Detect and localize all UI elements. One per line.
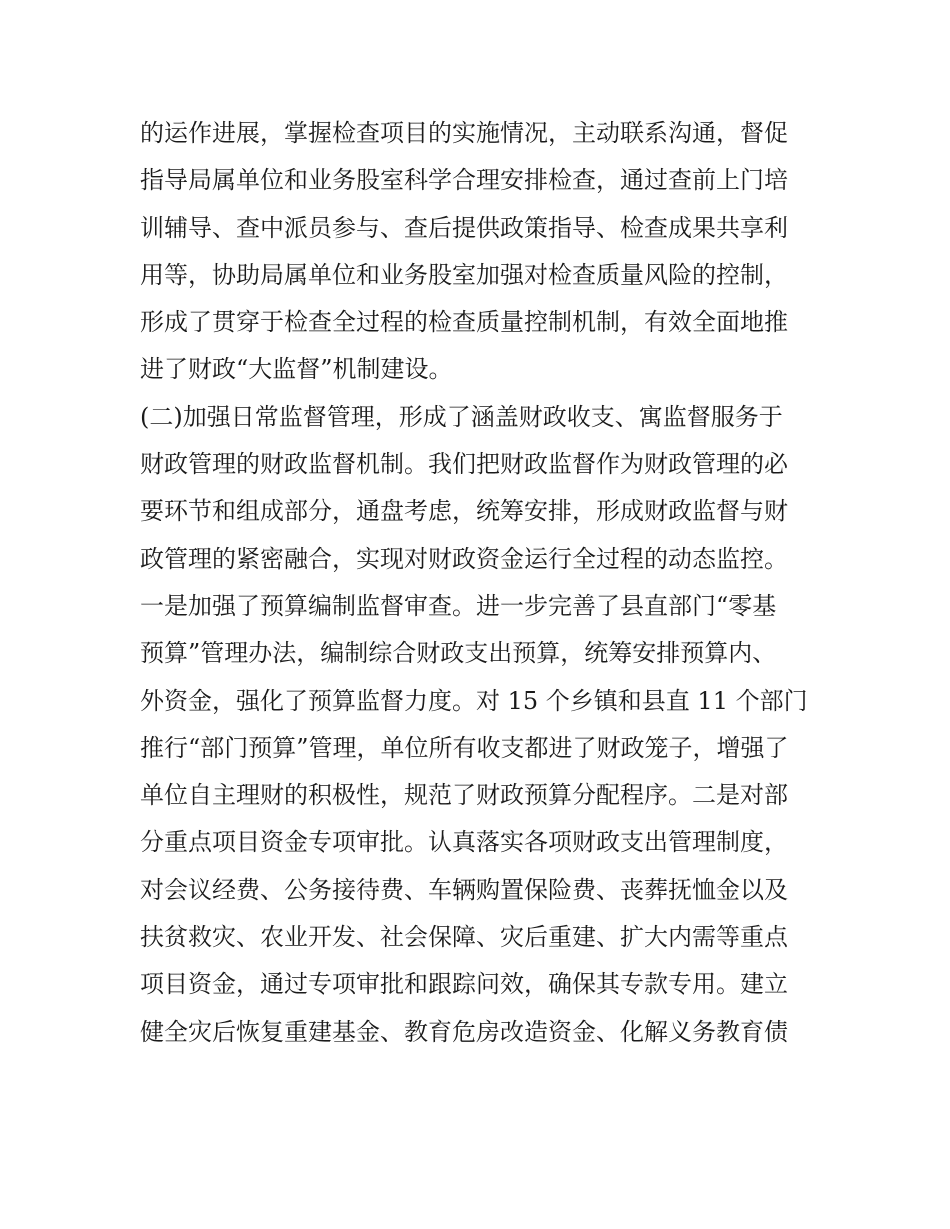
text-line: 政管理的紧密融合，实现对财政资金运行全过程的动态监控。 — [140, 544, 788, 573]
text-line: 扶贫救灾、农业开发、社会保障、灾后重建、扩大内需等重点 — [140, 923, 788, 952]
text-line: 财政管理的财政监督机制。我们把财政监督作为财政管理的必 — [140, 450, 788, 479]
text-line: 指导局属单位和业务股室科学合理安排检查，通过查前上门培 — [140, 166, 788, 195]
text-line: 要环节和组成部分，通盘考虑，统筹安排，形成财政监督与财 — [140, 497, 788, 526]
text-line: 项目资金，通过专项审批和跟踪问效，确保其专款专用。建立 — [140, 970, 788, 999]
text-line: 形成了贯穿于检查全过程的检查质量控制机制，有效全面地推 — [140, 308, 788, 337]
text-line: 用等，协助局属单位和业务股室加强对检查质量风险的控制， — [140, 260, 788, 289]
text-line: 训辅导、查中派员参与、查后提供政策指导、检查成果共享利 — [140, 213, 788, 242]
text-line: 一是加强了预算编制监督审查。进一步完善了县直部门“零基 — [140, 591, 777, 620]
text-line: 外资金，强化了预算监督力度。对 15 个乡镇和县直 11 个部门 — [140, 686, 808, 715]
text-line: 预算”管理办法，编制综合财政支出预算，统筹安排预算内、 — [140, 639, 777, 668]
text-line: 对会议经费、公务接待费、车辆购置保险费、丧葬抚恤金以及 — [140, 875, 788, 904]
text-line: 健全灾后恢复重建基金、教育危房改造资金、化解义务教育债 — [140, 1017, 788, 1046]
text-line: 分重点项目资金专项审批。认真落实各项财政支出管理制度， — [140, 828, 788, 857]
text-line: (二)加强日常监督管理，形成了涵盖财政收支、寓监督服务于 — [140, 402, 783, 431]
text-line: 进了财政“大监督”机制建设。 — [140, 355, 453, 384]
text-line: 推行“部门预算”管理，单位所有收支都进了财政笼子，增强了 — [140, 733, 789, 762]
text-line: 单位自主理财的积极性，规范了财政预算分配程序。二是对部 — [140, 781, 788, 810]
body-text — [140, 110, 830, 1056]
text-line: 的运作进展，掌握检查项目的实施情况，主动联系沟通，督促 — [140, 119, 788, 147]
